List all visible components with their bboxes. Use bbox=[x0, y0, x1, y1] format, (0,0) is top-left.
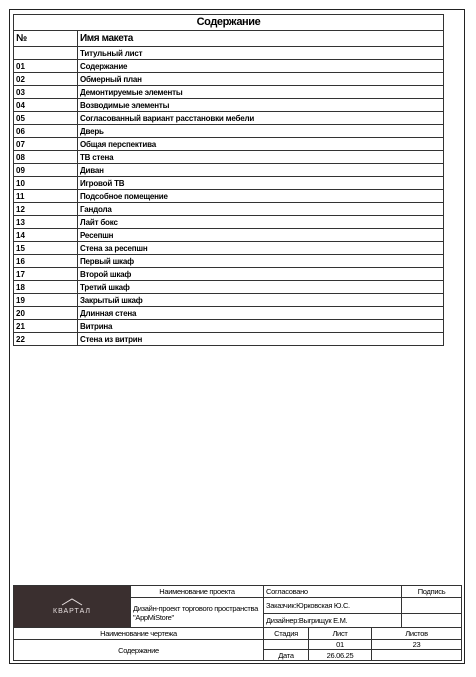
contents-row bbox=[14, 125, 444, 138]
sheets-label: Листов bbox=[372, 628, 462, 640]
row-name: Стена из витрин bbox=[78, 333, 444, 346]
row-number: 20 bbox=[14, 307, 78, 320]
title-block bbox=[13, 585, 462, 661]
row-number bbox=[14, 47, 78, 60]
logo-roof-icon bbox=[61, 598, 83, 606]
row-name: Подсобное помещение bbox=[78, 190, 444, 203]
row-number: 18 bbox=[14, 281, 78, 294]
designer-signature bbox=[402, 614, 462, 628]
logo bbox=[14, 586, 131, 628]
row-number: 21 bbox=[14, 320, 78, 333]
column-header-number: № bbox=[14, 31, 78, 47]
contents-row bbox=[14, 242, 444, 255]
contents-row bbox=[14, 190, 444, 203]
row-number: 06 bbox=[14, 125, 78, 138]
row-name: Согласованный вариант расстановки мебели bbox=[78, 112, 444, 125]
customer-signature bbox=[402, 598, 462, 614]
row-name: Обмерный план bbox=[78, 73, 444, 86]
row-name: Третий шкаф bbox=[78, 281, 444, 294]
row-number: 01 bbox=[14, 60, 78, 73]
column-header-name: Имя макета bbox=[78, 31, 444, 47]
row-name: Ресепшн bbox=[78, 229, 444, 242]
row-number: 19 bbox=[14, 294, 78, 307]
date-label: Дата bbox=[264, 650, 309, 661]
date-value: 26.06.25 bbox=[309, 650, 372, 661]
contents-row bbox=[14, 177, 444, 190]
contents-row bbox=[14, 320, 444, 333]
row-number: 02 bbox=[14, 73, 78, 86]
contents-row bbox=[14, 86, 444, 99]
signature-label: Подпись bbox=[402, 586, 462, 598]
contents-row bbox=[14, 138, 444, 151]
drawing-name: Содержание bbox=[14, 640, 264, 661]
row-name: Витрина bbox=[78, 320, 444, 333]
logo-text: КВАРТАЛ bbox=[53, 607, 91, 615]
agreed-label: Согласовано bbox=[264, 586, 402, 598]
row-name: Титульный лист bbox=[78, 47, 444, 60]
contents-row bbox=[14, 203, 444, 216]
designer: Дизайнер:Выгрищук Е.М. bbox=[264, 614, 402, 628]
contents-row bbox=[14, 307, 444, 320]
sheets-value: 23 bbox=[372, 640, 462, 650]
date-empty bbox=[372, 650, 462, 661]
contents-row bbox=[14, 60, 444, 73]
row-number: 04 bbox=[14, 99, 78, 112]
row-name: Гандола bbox=[78, 203, 444, 216]
contents-row bbox=[14, 99, 444, 112]
contents-row bbox=[14, 73, 444, 86]
stage-label: Стадия bbox=[264, 628, 309, 640]
contents-row bbox=[14, 151, 444, 164]
row-name: Дверь bbox=[78, 125, 444, 138]
row-name: Демонтируемые элементы bbox=[78, 86, 444, 99]
row-number: 03 bbox=[14, 86, 78, 99]
row-number: 11 bbox=[14, 190, 78, 203]
row-number: 05 bbox=[14, 112, 78, 125]
contents-row bbox=[14, 229, 444, 242]
contents-row bbox=[14, 164, 444, 177]
row-number: 13 bbox=[14, 216, 78, 229]
row-number: 10 bbox=[14, 177, 78, 190]
row-name: Лайт бокс bbox=[78, 216, 444, 229]
contents-row bbox=[14, 112, 444, 125]
row-name: Общая перспектива bbox=[78, 138, 444, 151]
row-name: Закрытый шкаф bbox=[78, 294, 444, 307]
stage-value bbox=[264, 640, 309, 650]
contents-body bbox=[14, 47, 444, 346]
contents-row bbox=[14, 281, 444, 294]
row-name: Второй шкаф bbox=[78, 268, 444, 281]
row-number: 17 bbox=[14, 268, 78, 281]
contents-row bbox=[14, 294, 444, 307]
row-number: 15 bbox=[14, 242, 78, 255]
contents-row bbox=[14, 333, 444, 346]
contents-row bbox=[14, 216, 444, 229]
row-name: Возводимые элементы bbox=[78, 99, 444, 112]
row-number: 09 bbox=[14, 164, 78, 177]
row-number: 08 bbox=[14, 151, 78, 164]
row-number: 22 bbox=[14, 333, 78, 346]
contents-table bbox=[13, 14, 444, 346]
row-name: Стена за ресепшн bbox=[78, 242, 444, 255]
row-name: Первый шкаф bbox=[78, 255, 444, 268]
contents-title: Содержание bbox=[14, 15, 444, 31]
sheet-label: Лист bbox=[309, 628, 372, 640]
row-name: Диван bbox=[78, 164, 444, 177]
customer: Заказчик:Юрковская Ю.С. bbox=[264, 598, 402, 614]
row-name: Длинная стена bbox=[78, 307, 444, 320]
row-name: Содержание bbox=[78, 60, 444, 73]
row-number: 07 bbox=[14, 138, 78, 151]
project-name: Дизайн-проект торгового пространства "AppMiStore" bbox=[131, 598, 264, 628]
row-number: 14 bbox=[14, 229, 78, 242]
contents-row bbox=[14, 47, 444, 60]
contents-row bbox=[14, 268, 444, 281]
row-name: ТВ стена bbox=[78, 151, 444, 164]
row-number: 12 bbox=[14, 203, 78, 216]
row-name: Игровой ТВ bbox=[78, 177, 444, 190]
project-label: Наименование проекта bbox=[131, 586, 264, 598]
contents-row bbox=[14, 255, 444, 268]
row-number: 16 bbox=[14, 255, 78, 268]
sheet-value: 01 bbox=[309, 640, 372, 650]
drawing-label: Наименование чертежа bbox=[14, 628, 264, 640]
